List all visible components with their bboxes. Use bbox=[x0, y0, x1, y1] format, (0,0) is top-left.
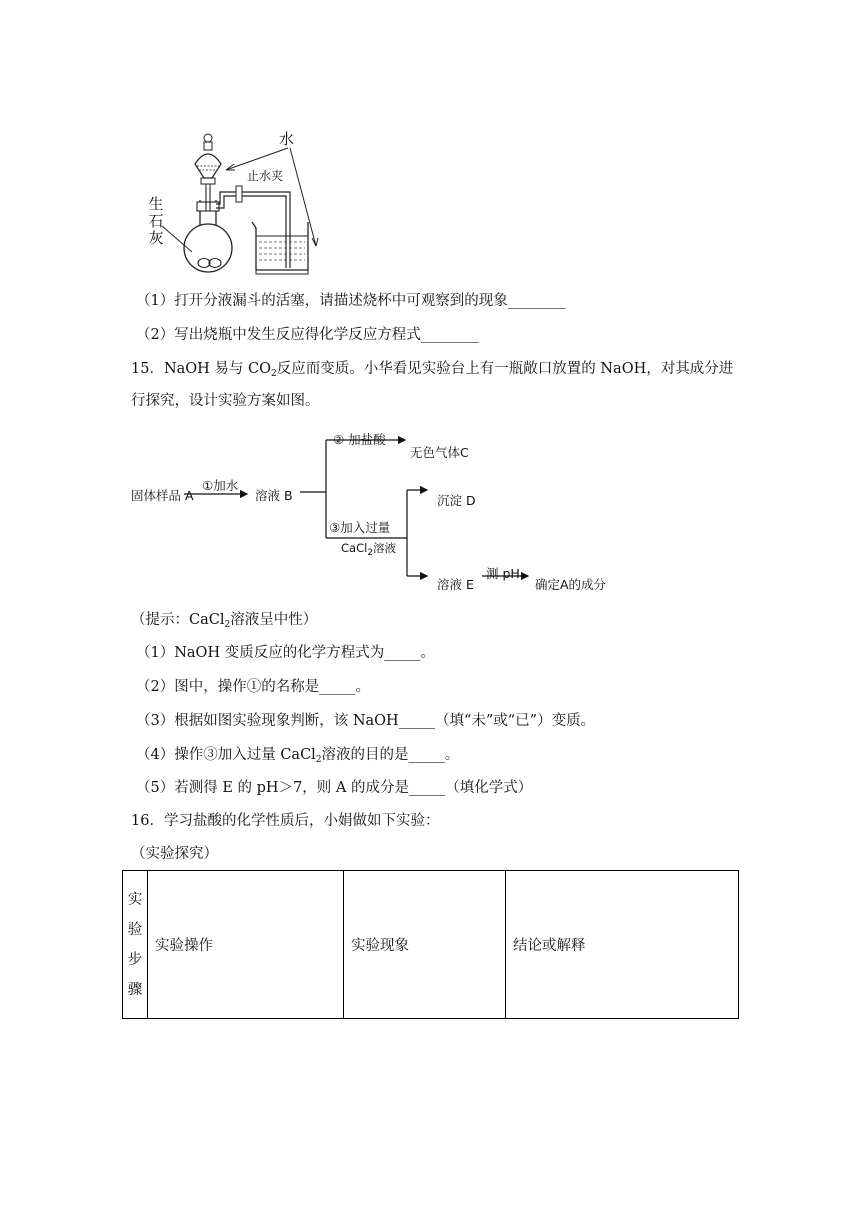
q14-sub2: （2）写出烧瓶中发生反应得化学反应方程式________ bbox=[136, 327, 479, 343]
q15-sub1: （1）NaOH 变质反应的化学方程式为_____。 bbox=[136, 645, 435, 661]
flow-sample-a: 固体样品 A bbox=[131, 488, 194, 503]
q15-sub2: （2）图中，操作①的名称是_____。 bbox=[136, 679, 370, 695]
flow-precipitate-d: 沉淀 D bbox=[437, 493, 476, 508]
q15-hint: （提示：CaCl$_2$溶液呈中性） bbox=[131, 612, 318, 630]
q16-intro: 16．学习盐酸的化学性质后，小娟做如下实验： bbox=[131, 813, 440, 829]
label-quicklime: 生 石 灰 bbox=[148, 195, 164, 247]
q15-sub5: （5）若测得 E 的 pH＞7，则 A 的成分是_____（填化学式） bbox=[136, 780, 533, 796]
flow-solution-e: 溶液 E bbox=[437, 577, 474, 592]
q15-sub3: （3）根据如图实验现象判断，该 NaOH_____（填“未”或“已”）变质。 bbox=[136, 713, 596, 729]
table-row bbox=[123, 871, 739, 1019]
q16-section-label: （实验探究） bbox=[131, 846, 218, 862]
experiment-table bbox=[122, 870, 739, 1019]
table-header-steps: 实 验 步 骤 bbox=[123, 871, 148, 1019]
q15-intro: 15．NaOH 易与 $CO_2$反应而变质。小华看见实验台上有一瓶敞口放置的 NaOH，对其成分进行探究，设计实验方案如图。 bbox=[131, 361, 734, 409]
table-header-operation: 实验操作 bbox=[148, 871, 344, 1019]
flow-measure-ph: 测 pH bbox=[486, 566, 520, 581]
table-header-conclusion: 结论或解释 bbox=[506, 871, 739, 1019]
flow-step2: ② 加盐酸 bbox=[333, 432, 386, 447]
flow-step3: ③加入过量 bbox=[329, 520, 391, 535]
flow-cacl2-solution: CaCl$_2$溶液 bbox=[341, 541, 397, 558]
flow-determine-a: 确定A的成分 bbox=[535, 577, 607, 592]
flow-solution-b: 溶液 B bbox=[255, 488, 293, 503]
flow-step1: ①加水 bbox=[202, 478, 239, 493]
label-water: 水 bbox=[279, 130, 295, 148]
table-header-phenomenon: 实验现象 bbox=[344, 871, 506, 1019]
q15-sub4: （4）操作③加入过量 CaCl$_2$溶液的目的是_____。 bbox=[136, 747, 460, 765]
flow-gas-c: 无色气体C bbox=[410, 445, 469, 460]
label-clamp: 止水夹 bbox=[247, 169, 284, 183]
q14-sub1: （1）打开分液漏斗的活塞，请描述烧杯中可观察到的现象________ bbox=[136, 293, 566, 309]
